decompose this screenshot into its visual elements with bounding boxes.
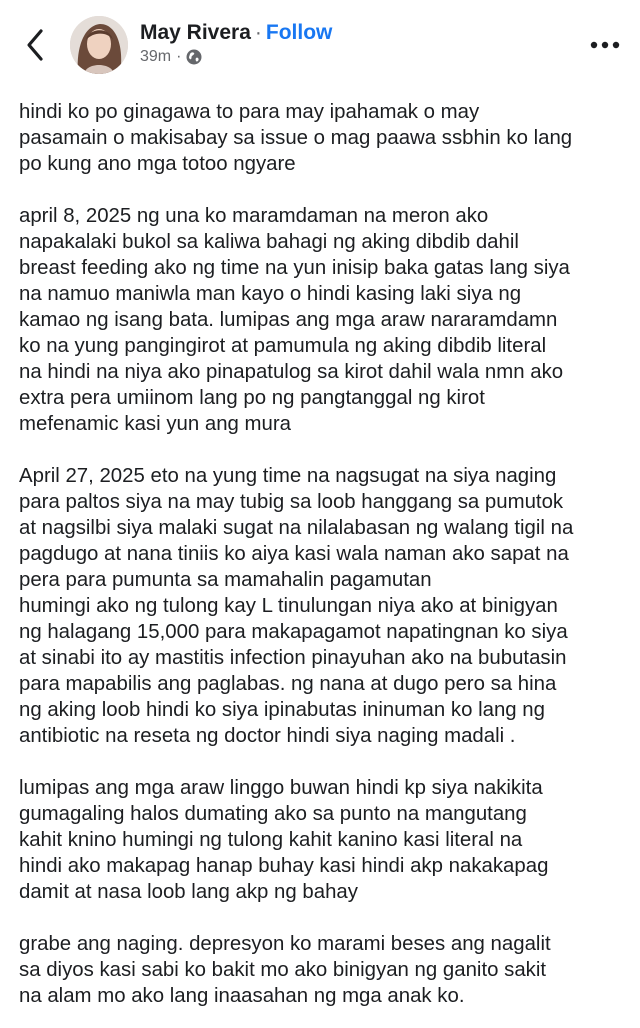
meta-separator: · <box>176 48 182 65</box>
follow-button[interactable]: Follow <box>265 21 333 44</box>
post-paragraph: April 27, 2025 eto na yung time na nagsugat na siya naging para paltos siya na may tubig sa loob hanggang sa pumutok at nagsilbi siya malaki sugat na nilalabasan ng walang tigil na pagdugo at nana tiniis ko aiya kasi wala naman ako sapat na pera para pumunta sa mamahalin pagamutan humingi ako ng tulong kay L tinulungan niya ako at binigyan ng halagang 15,000 para makapagamot napatingnan ko siya at sinabi ito ay mastitis infection pinayuhan ako na bubutasin para mapabilis ang paglabas. ng nana at dugo pero sa hina ng aking loob hindi ko siya ipinabutas ininuman ko lang ng antibiotic na reseta ng doctor hindi siya naging madali . <box>19 465 574 747</box>
chevron-left-icon <box>25 28 45 62</box>
avatar[interactable] <box>70 16 128 74</box>
post-paragraph: lumipas ang mga araw linggo buwan hindi kp siya nakikita gumagaling halos dumating ako sa punto na mangutang kahit knino humingi ng tulong kahit kanino kasi literal na hindi ako makapag hanap buhay kasi hindi akp nakakapag damit at nasa loob lang akp ng bahay <box>19 777 549 903</box>
post-text <box>19 99 631 1009</box>
more-options-button[interactable] <box>588 30 622 60</box>
avatar-image <box>70 16 128 74</box>
globe-icon <box>186 49 202 65</box>
author-row <box>140 20 332 46</box>
more-horizontal-icon <box>590 41 620 49</box>
post-timestamp[interactable]: 39m <box>140 48 172 65</box>
post-header <box>0 0 640 96</box>
post-paragraph: grabe ang naging. depresyon ko marami beses ang nagalit sa diyos kasi sabi ko bakit mo ako binigyan ng ganito sakit na alam mo ako lang inaasahan ng mga anak ko. <box>19 933 551 1007</box>
post-paragraph: april 8, 2025 ng una ko maramdaman na meron ako napakalaki bukol sa kaliwa bahagi ng aking dibdib dahil breast feeding ako ng time na yun inisip baka gatas lang siya na namuo maniwla man kayo o hindi kasing laki siya ng kamao ng isang bata. lumipas ang mga araw nararamdamn ko na yung pangingirot at pamumula ng aking dibdib literal na hindi na niya ako pinapatulog sa kirot dahil wala nmn ako extra pera umiinom lang po ng pangtanggal ng kirot mefenamic kasi yun ang mura <box>19 205 570 435</box>
author-name[interactable]: May Rivera <box>140 21 251 44</box>
post-meta <box>140 48 202 66</box>
back-button[interactable] <box>18 24 52 66</box>
post-paragraph: hindi ko po ginagawa to para may ipahamak o may pasamain o makisabay sa issue o mag paawa ssbhin ko lang po kung ano mga totoo ngyare <box>19 101 573 175</box>
name-separator: · <box>254 21 262 44</box>
